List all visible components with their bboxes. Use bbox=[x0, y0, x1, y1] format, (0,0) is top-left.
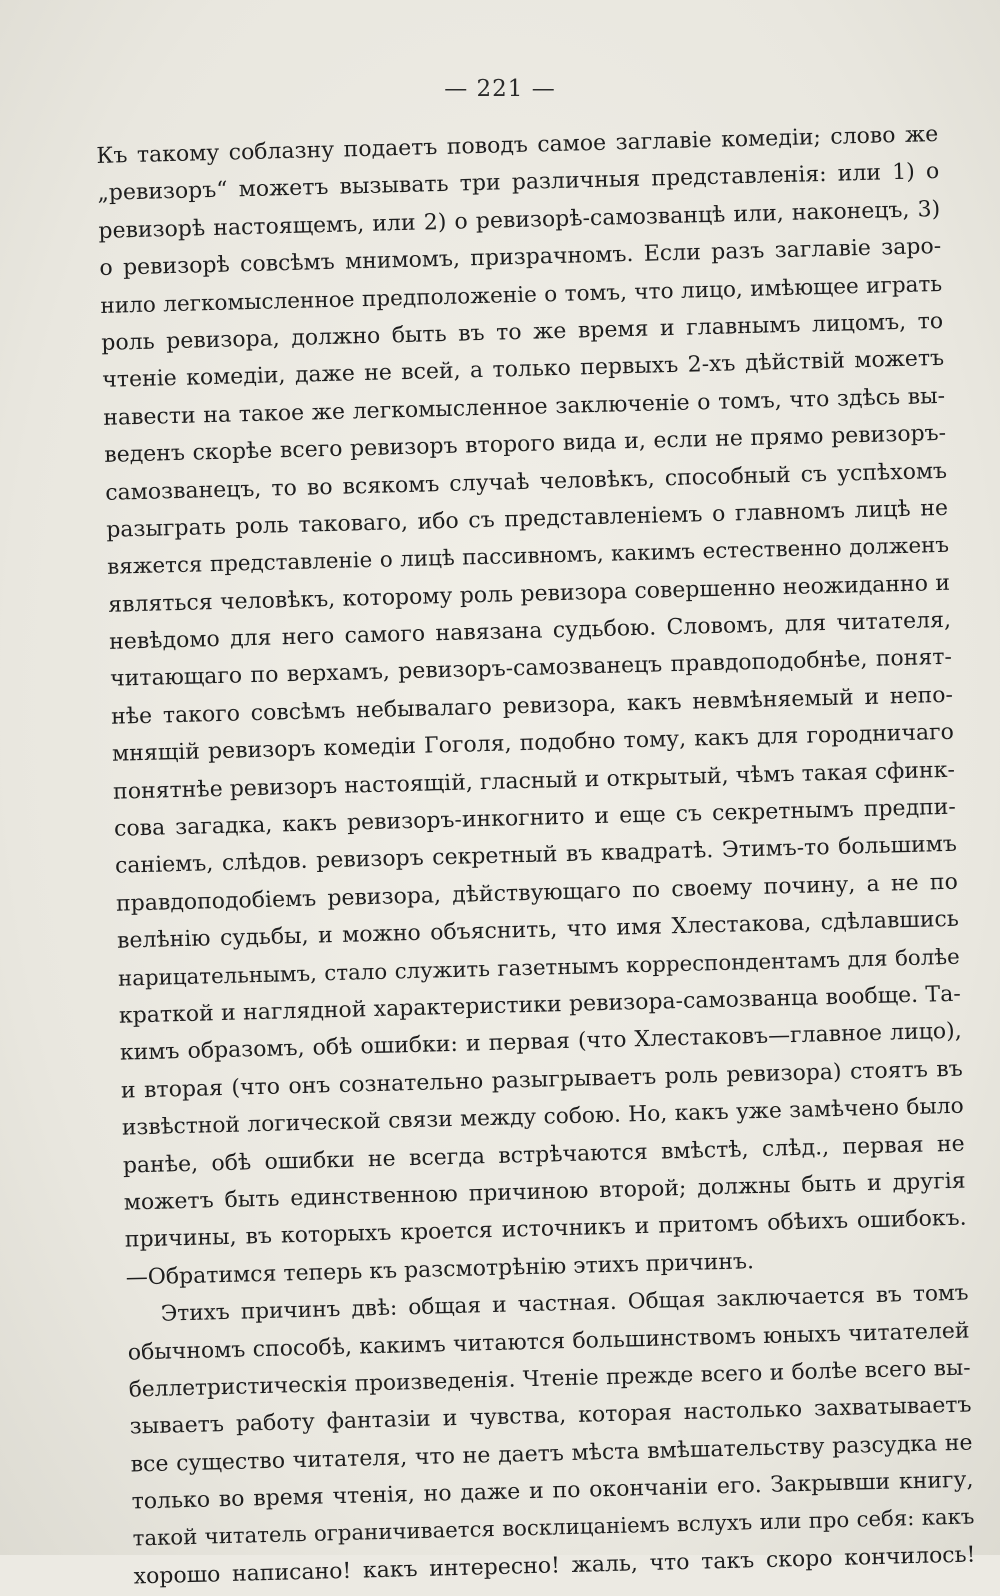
text-line: невѣдомо для него самого навязана судьбою. Словомъ, для читателя, bbox=[108, 607, 952, 655]
text-line: нило легкомысленное предположеніе о томъ, что лицо, имѣющее играть bbox=[100, 271, 943, 319]
text-line: ревизорѣ настоящемъ, или 2) о ревизорѣ-самозванцѣ или, наконецъ, 3) bbox=[98, 196, 941, 244]
text-line: краткой и наглядной характеристики ревизора-самозванца вообще. Та- bbox=[118, 981, 962, 1029]
text-line: правдоподобіемъ ревизора, дѣйствующаго по своему почину, а не по bbox=[115, 869, 959, 917]
text-line: навести на такое же легкомысленное заключеніе о томъ, что здѣсь вы- bbox=[103, 383, 946, 431]
text-line: чтеніе комедіи, даже не всей, а только первыхъ 2-хъ дѣйствій можетъ bbox=[102, 346, 945, 394]
text-line: можетъ быть единственною причиною второй; должны быть и другія bbox=[123, 1168, 966, 1216]
text-line: хорошо написано! какъ интересно! жаль, что такъ скоро кончилось! bbox=[133, 1542, 976, 1590]
text-line: являться человѣкъ, которому роль ревизора совершенно неожиданно и bbox=[107, 570, 951, 618]
text-line: и вторая (что онъ сознательно разыгрываетъ роль ревизора) стоятъ въ bbox=[120, 1056, 963, 1104]
text-line: понятнѣе ревизоръ настоящій, гласный и открытый, чѣмъ такая сфинк- bbox=[112, 757, 956, 805]
text-line: о ревизорѣ совсѣмъ мнимомъ, призрачномъ. Если разъ заглавіе заро- bbox=[99, 234, 942, 282]
text-line: ранѣе, обѣ ошибки не всегда встрѣчаются вмѣстѣ, слѣд., первая не bbox=[122, 1131, 965, 1179]
text-line: велѣнію судьбы, и можно объяснить, что имя Хлестакова, сдѣлавшись bbox=[116, 906, 960, 954]
text-line: разыграть роль таковаго, ибо съ представленіемъ о главномъ лицѣ не bbox=[105, 495, 949, 543]
text-line: обычномъ способѣ, какимъ читаются большинствомъ юныхъ читателей bbox=[127, 1318, 970, 1366]
text-line: веденъ скорѣе всего ревизоръ второго вида и, если не прямо ревизоръ- bbox=[103, 420, 947, 469]
text-line: вяжется представленіе о лицѣ пассивномъ, какимъ естественно долженъ bbox=[106, 533, 950, 581]
text-line: Къ такому соблазну подаетъ поводъ самое заглавіе комедіи; слово же bbox=[96, 121, 939, 169]
text-line: —Обратимся теперь къ разсмотрѣнію этихъ причинъ. bbox=[125, 1248, 755, 1291]
text-line: читающаго по верхамъ, ревизоръ-самозванецъ правдоподобнѣе, понят- bbox=[109, 645, 953, 693]
page-number: — 221 — bbox=[444, 76, 556, 102]
text-line: нѣе такого совсѣмъ небывалаго ревизора, какъ невмѣняемый и непо- bbox=[110, 682, 954, 730]
text-line: извѣстной логической связи между собою. Но, какъ уже замѣчено было bbox=[121, 1093, 964, 1141]
body-text bbox=[96, 116, 976, 1596]
text-line: „ревизоръ“ можетъ вызывать три различныя представленія: или 1) о bbox=[97, 159, 940, 207]
text-line: кимъ образомъ, обѣ ошибки: и первая (что Хлестаковъ—главное лицо), bbox=[119, 1019, 963, 1067]
text-line: зываетъ работу фантазіи и чувства, которая настолько захватываетъ bbox=[129, 1392, 972, 1440]
text-line: самозванецъ, то во всякомъ случаѣ человѣкъ, способный съ успѣхомъ bbox=[104, 458, 948, 506]
text-line: беллетристическія произведенія. Чтеніе прежде всего и болѣе всего вы- bbox=[128, 1355, 971, 1403]
text-line: причины, въ которыхъ кроется источникъ и притомъ обѣихъ ошибокъ. bbox=[124, 1205, 967, 1253]
text-line: сова загадка, какъ ревизоръ-инкогнито и еще съ секретнымъ предпи- bbox=[113, 794, 957, 842]
text-line: только во время чтенія, но даже и по окончаніи его. Закрывши книгу, bbox=[131, 1467, 974, 1515]
text-line: мнящій ревизоръ комедіи Гоголя, подобно тому, какъ для городничаго bbox=[111, 720, 955, 768]
text-line: такой читатель ограничивается восклицаніемъ вслухъ или про себя: какъ bbox=[132, 1504, 975, 1552]
text-line: саніемъ, слѣдов. ревизоръ секретный въ квадратѣ. Этимъ-то большимъ bbox=[114, 832, 958, 880]
text-line: роль ревизора, должно быть въ то же время и главнымъ лицомъ, то bbox=[101, 308, 944, 356]
text-line: все существо читателя, что не даетъ мѣста вмѣшательству разсудка не bbox=[130, 1430, 973, 1478]
paragraph-first-line: Этихъ причинъ двѣ: общая и частная. Общая заключается въ томъ bbox=[160, 1280, 969, 1327]
text-line: нарицательнымъ, стало служить газетнымъ корреспондентамъ для болѣе bbox=[117, 944, 961, 992]
